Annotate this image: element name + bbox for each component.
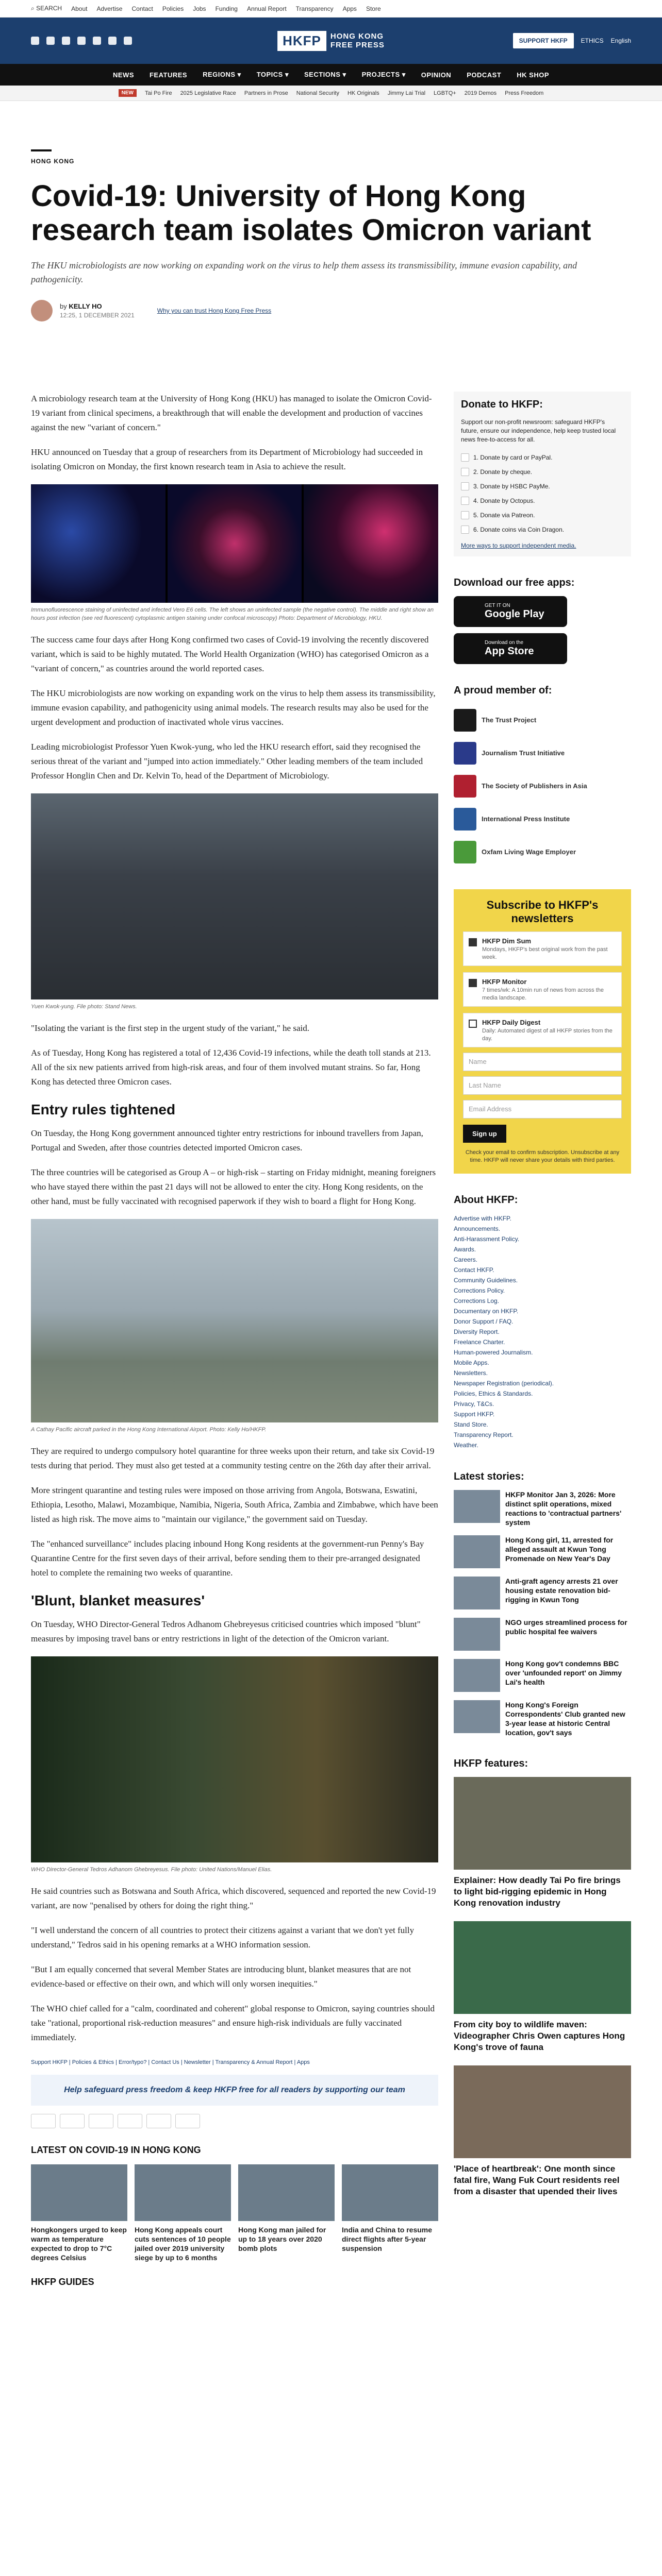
about-link[interactable]: Community Guidelines. (454, 1277, 518, 1284)
payment-icons (31, 2114, 438, 2128)
masthead (0, 18, 662, 64)
logo-text: HONG KONG FREE PRESS (330, 32, 385, 49)
telegram-icon[interactable] (124, 37, 132, 45)
related-item[interactable]: India and China to resume direct flights after 5-year suspension (342, 2164, 438, 2262)
about-link[interactable]: Documentary on HKFP. (454, 1308, 519, 1315)
facebook-icon[interactable] (31, 37, 39, 45)
article-body (31, 392, 438, 2289)
visa-icon (31, 2114, 56, 2128)
nav-item[interactable]: NEWS (112, 71, 134, 79)
paragraph: More stringent quarantine and testing rules were imposed on those arriving from Angola, Botswana, Eswatini, Ethiopia, Lesotho, Malawi, Mozambique, Namibia, Nigeria, South Africa, Zambia and Zimbabwe, which have been listed as high risk. The move aims to "maintain our vigilance," the government said on Tuesday. (31, 1485, 438, 1524)
about-link[interactable]: Contact HKFP. (454, 1266, 494, 1274)
about-links (454, 1213, 631, 1450)
instagram-icon[interactable] (62, 37, 70, 45)
trending-link[interactable]: Tai Po Fire (144, 90, 172, 96)
figure-caption: A Cathay Pacific aircraft parked in the Hong Kong International Airport. Photo: Kelly Ho/HKFP. (31, 1427, 267, 1433)
newsletter-box (454, 889, 631, 1174)
threads-icon[interactable] (77, 37, 86, 45)
publish-date: 12:25, 1 DECEMBER 2021 (60, 312, 135, 319)
nav-item[interactable]: PROJECTS ▾ (361, 71, 406, 78)
latest-thumb (454, 1659, 500, 1692)
nav-item[interactable]: FEATURES (149, 71, 188, 79)
latest-item[interactable]: Hong Kong gov't condemns BBC over 'unfounded report' on Jimmy Lai's health (454, 1659, 631, 1692)
email-input[interactable]: Email Address (463, 1100, 622, 1118)
latest-thumb (454, 1577, 500, 1609)
search-icon: ⌕ (31, 5, 35, 12)
nav-item[interactable]: PODCAST (467, 71, 502, 79)
google-play-button[interactable]: GET IT ON Google Play (454, 596, 567, 627)
signup-button[interactable]: Sign up (463, 1125, 506, 1143)
trending-link[interactable]: Partners in Prose (244, 90, 288, 96)
article-title: Covid-19: University of Hong Kong research team isolates Omicron variant (31, 179, 591, 247)
ipi-icon (454, 808, 476, 831)
language-select[interactable]: English (610, 37, 631, 44)
latest-item[interactable]: Anti-graft agency arrests 21 over housing estate renovation bid-rigging in Kwun Tong (454, 1577, 631, 1609)
related-thumb (342, 2164, 438, 2221)
patreon-icon (461, 511, 469, 519)
donate-option[interactable]: 3. Donate by HSBC PayMe. (461, 479, 624, 494)
nav-item[interactable]: REGIONS ▾ (203, 71, 241, 78)
paragraph: The WHO chief called for a "calm, coordinated and coherent" global response to Omicron, saying countries should take "rational, proportional risk-reduction measures" and ensure high-risk individuals are fully vaccinated immediately. (31, 2004, 435, 2042)
members-title: A proud member of: (454, 685, 552, 696)
latest-item[interactable]: NGO urges streamlined process for public hospital fee waivers (454, 1618, 631, 1651)
figure-airport (31, 1219, 438, 1434)
paragraph: On Tuesday, WHO Director-General Tedros Adhanom Ghebreyesus criticised countries which imposed "blunt" measures by imposing travel bans or entry restrictions in light of the detection of the Omicron variant. (31, 1619, 421, 1643)
related-heading: LATEST ON COVID-19 IN HONG KONG (31, 2145, 201, 2155)
figure-yuen (31, 793, 438, 1011)
related-item[interactable]: Hongkongers urged to keep warm as temperature expected to drop to 7°C degrees Celsius (31, 2164, 127, 2262)
googlepay-icon (175, 2114, 200, 2128)
apps-section (454, 577, 631, 664)
about-link[interactable]: Weather. (454, 1442, 478, 1449)
newsletter-option[interactable]: HKFP Daily Digest Daily: Automated digest of all HKFP stories from the day. (463, 1013, 622, 1047)
coin-icon (461, 526, 469, 534)
feature-image (454, 1777, 631, 1870)
linkedin-icon[interactable] (108, 37, 117, 45)
members-section (454, 685, 631, 869)
utility-link[interactable]: Annual Report (246, 5, 287, 12)
related-thumb (135, 2164, 231, 2221)
figure-tedros (31, 1656, 438, 1874)
nav-item[interactable]: OPINION (421, 71, 452, 79)
latest-title: Latest stories: (454, 1471, 524, 1482)
donate-option[interactable]: 2. Donate by cheque. (461, 465, 624, 479)
utility-link[interactable]: Advertise (96, 5, 123, 12)
about-title: About HKFP: (454, 1194, 518, 1206)
paragraph: They are required to undergo compulsory hotel quarantine for three weeks upon their return, and take six Covid-19 tests during that period. They must also get tested at a community testing centre on the 26th day after their arrival. (31, 1446, 435, 1470)
last-name-input[interactable]: Last Name (463, 1076, 622, 1095)
nav-item[interactable]: SECTIONS ▾ (304, 71, 346, 78)
donate-title: Donate to HKFP: (461, 399, 543, 410)
feature-item[interactable]: From city boy to wildlife maven: Videographer Chris Owen captures Hong Kong's trove of fauna (454, 1921, 631, 2053)
ethics-link[interactable]: ETHICS (581, 37, 604, 44)
logo-mark: HKFP (277, 31, 326, 51)
card-icon (461, 453, 469, 462)
member-logo[interactable]: The Society of Publishers in Asia (454, 770, 631, 803)
newsletter-title: Subscribe to HKFP's newsletters (486, 899, 599, 925)
about-link[interactable]: Advertise with HKFP. (454, 1215, 511, 1222)
paragraph: The three countries will be categorised as Group A – or high-risk – starting on Friday midnight, meaning foreigners who have stayed there within the past 21 days will not be allowed to enter the city. Hong Kong residents, on the other hand, must be fully vaccinated with recognised paperwork if they wish to board a flight for Hong Kong. (31, 1167, 436, 1206)
sopa-icon (454, 775, 476, 798)
author-avatar (31, 300, 53, 321)
applepay-icon (146, 2114, 171, 2128)
about-link[interactable]: Human-powered Journalism. (454, 1349, 533, 1356)
paragraph: The success came four days after Hong Kong confirmed two cases of Covid-19 involving the recently discovered variant, which is said to be highly mutated. The World Health Organization (WHO) has categorised Omicron as a "variant of concern," as countries around the world reported cases. (31, 635, 429, 673)
name-input[interactable]: Name (463, 1053, 622, 1071)
donate-option[interactable]: 1. Donate by card or PayPal. (461, 450, 624, 465)
latest-thumb (454, 1700, 500, 1733)
article-dek: The HKU microbiologists are now working on expanding work on the virus to help them assess its transmissibility, immune evasion capability, and pathogenicity. (31, 260, 577, 284)
trending-link[interactable]: HK Originals (347, 90, 379, 96)
about-link[interactable]: Privacy, T&Cs. (454, 1400, 494, 1408)
paragraph: As of Tuesday, Hong Kong has registered a total of 12,436 Covid-19 infections, while the death toll stands at 213. All of the six new patients arrived from high-risk areas, and four of them involved mutant strains. So far, Hong Kong has detected three Omicron cases. (31, 1048, 431, 1087)
cheque-icon (461, 468, 469, 476)
paragraph: He said countries such as Botswana and South Africa, which discovered, sequenced and reported the new Covid-19 variant, are now "penalised by others for doing the right thing." (31, 1886, 436, 1910)
category-label[interactable]: HONG KONG (31, 158, 75, 165)
figure-caption: Yuen Kwok-yung. File photo: Stand News. (31, 1004, 137, 1010)
about-link[interactable]: Anti-Harassment Policy. (454, 1235, 520, 1243)
trust-link[interactable]: Why you can trust Hong Kong Free Press (157, 307, 272, 314)
paragraph: "I well understand the concern of all countries to protect their citizens against a variant that we don't yet fully understand," Tedros said in his opening remarks at a WHO information session. (31, 1925, 415, 1950)
utility-link[interactable]: Apps (342, 5, 357, 12)
latest-item[interactable]: Hong Kong girl, 11, arrested for alleged assault at Kwun Tong Promenade on New Year's Day (454, 1535, 631, 1568)
app-store-button[interactable]: Download on the App Store (454, 633, 567, 664)
about-section (454, 1194, 631, 1450)
sidebar (454, 392, 631, 2218)
microscopy-image[interactable] (31, 484, 438, 603)
about-link[interactable]: Corrections Policy. (454, 1287, 505, 1294)
member-logo[interactable]: Journalism Trust Initiative (454, 737, 631, 770)
related-item[interactable]: Hong Kong appeals court cuts sentences of 10 people jailed over 2019 university siege by up to 6 months (135, 2164, 231, 2262)
utility-link[interactable]: Store (366, 5, 381, 12)
utility-bar (0, 0, 662, 18)
member-logo[interactable]: The Trust Project (454, 704, 631, 737)
article-footer-links[interactable]: Support HKFP | Policies & Ethics | Error/typo? | Contact Us | Newsletter | Transparency & Annual Report | Apps (31, 2059, 310, 2065)
member-logo[interactable]: Oxfam Living Wage Employer (454, 836, 631, 869)
paragraph: "Isolating the variant is the first step in the urgent study of the variant," he said. (31, 1023, 309, 1033)
about-link[interactable]: Careers. (454, 1256, 478, 1263)
author[interactable]: by KELLY HO (60, 302, 102, 310)
donate-option[interactable]: 4. Donate by Octopus. (461, 494, 624, 508)
utility-link[interactable]: Transparency (295, 5, 334, 12)
tedros-photo[interactable] (31, 1656, 438, 1862)
byline (31, 300, 631, 330)
about-link[interactable]: Awards. (454, 1246, 476, 1253)
latest-thumb (454, 1618, 500, 1651)
figure-caption: Immunofluorescence staining of uninfected and infected Vero E6 cells. The left shows an uninfected sample (the negative control). The middle and right show an hours post infection (see red fluorescent) cytoplasmic antigen staining under confocal microscopy) Photo: Department of Microbiology, HKU. (31, 607, 434, 621)
feature-image (454, 1921, 631, 2014)
related-item[interactable]: Hong Kong man jailed for up to 18 years over 2020 bomb plots (238, 2164, 335, 2262)
latest-item[interactable]: HKFP Monitor Jan 3, 2026: More distinct split operations, mixed reactions to 'contractual partners' system (454, 1490, 631, 1527)
paragraph: HKU announced on Tuesday that a group of researchers from its Department of Microbiology had succeeded in isolating Omicron on Monday, the first known research team in Asia to achieve the result. (31, 447, 423, 471)
about-link[interactable]: Corrections Log. (454, 1297, 500, 1304)
about-link[interactable]: Support HKFP. (454, 1411, 495, 1418)
support-button[interactable]: SUPPORT HKFP (513, 33, 574, 48)
features-title: HKFP features: (454, 1758, 528, 1769)
article-header (31, 149, 631, 330)
checkbox[interactable] (469, 1020, 477, 1028)
main-nav (0, 64, 662, 86)
trending-link[interactable]: National Security (296, 90, 339, 96)
donate-more-link[interactable]: More ways to support independent media. (461, 542, 576, 549)
amex-icon (89, 2114, 113, 2128)
about-link[interactable]: Diversity Report. (454, 1328, 500, 1335)
about-link[interactable]: Policies, Ethics & Standards. (454, 1390, 533, 1397)
latest-thumb (454, 1490, 500, 1523)
newsletter-option[interactable]: HKFP Monitor 7 times/wk: A 10min run of news from across the media landscape. (463, 972, 622, 1007)
trending-link[interactable]: 2019 Demos (464, 90, 497, 96)
airport-photo[interactable] (31, 1219, 438, 1422)
trending-link[interactable]: LGBTQ+ (434, 90, 456, 96)
about-link[interactable]: Donor Support / FAQ. (454, 1318, 514, 1325)
utility-link[interactable]: Jobs (193, 5, 206, 12)
octopus-icon (461, 497, 469, 505)
jti-icon (454, 742, 476, 765)
paragraph: "But I am equally concerned that several Member States are introducing blunt, blanket measures that are not evidence-based or effective on their own, and which will only worsen inequities." (31, 1964, 411, 1989)
related-thumb (238, 2164, 335, 2221)
nav-item[interactable]: HK SHOP (517, 71, 549, 79)
section-heading: 'Blunt, blanket measures' (31, 1592, 205, 1608)
trending-bar (0, 86, 662, 101)
search-link[interactable]: ⌕ SEARCH (31, 5, 62, 12)
about-link[interactable]: Transparency Report. (454, 1431, 514, 1438)
newsletter-option[interactable]: HKFP Dim Sum Mondays, HKFP's best original work from the past week. (463, 931, 622, 966)
section-heading: Entry rules tightened (31, 1101, 176, 1117)
utility-link[interactable]: About (71, 5, 88, 12)
trending-link[interactable]: Jimmy Lai Trial (387, 90, 426, 96)
member-logo[interactable]: International Press Institute (454, 803, 631, 836)
apps-title: Download our free apps: (454, 577, 575, 588)
latest-stories (454, 1471, 631, 1737)
donate-text: Support our non-profit newsroom: safeguard HKFP's future, ensure our independence, help keep trusted local news free-to-access for all. (461, 418, 616, 443)
figure-caption: WHO Director-General Tedros Adhanom Ghebreyesus. File photo: United Nations/Manuel Elias. (31, 1867, 272, 1873)
features-section (454, 1758, 631, 2197)
about-link[interactable]: Mobile Apps. (454, 1359, 489, 1366)
support-cta[interactable]: Help safeguard press freedom & keep HKFP free for all readers by supporting our team (31, 2075, 438, 2106)
social-links (31, 37, 132, 45)
press-photo[interactable] (31, 793, 438, 999)
donate-option[interactable]: 5. Donate via Patreon. (461, 508, 624, 522)
utility-link[interactable]: Contact (131, 5, 153, 12)
figure-microscopy (31, 484, 438, 622)
paragraph: A microbiology research team at the University of Hong Kong (HKU) has managed to isolate the Omicron Covid-19 variant from clinical specimens, a breakthrough that will enable the development and production of vaccines against the new "variant of concern." (31, 394, 432, 432)
checkbox[interactable] (469, 979, 477, 987)
utility-link[interactable]: Policies (162, 5, 184, 12)
about-link[interactable]: Announcements. (454, 1225, 501, 1232)
newsletter-note: Check your email to confirm subscription. Unsubscribe at any time. HKFP will never share your details with third parties. (465, 1149, 620, 1163)
trending-link[interactable]: 2025 Legislative Race (180, 90, 236, 96)
about-link[interactable]: Newsletters. (454, 1369, 488, 1377)
feature-image (454, 2065, 631, 2158)
latest-item[interactable]: Hong Kong's Foreign Correspondents' Club granted new 3-year lease at historic Central location, gov't says (454, 1700, 631, 1737)
feature-item[interactable]: 'Place of heartbreak': One month since fatal fire, Wang Fuk Court residents reel from a disaster that upended their lives (454, 2065, 631, 2197)
paragraph: On Tuesday, the Hong Kong government announced tighter entry restrictions for inbound travellers from Japan, Portugal and Sweden, after those countries detected imported Omicron cases. (31, 1128, 423, 1153)
feature-item[interactable]: Explainer: How deadly Tai Po fire brings to light bid-rigging epidemic in Hong Kong renovation industry (454, 1777, 631, 1909)
payme-icon (461, 482, 469, 490)
masthead-actions (513, 33, 631, 48)
mastercard-icon (60, 2114, 85, 2128)
about-link[interactable]: Freelance Charter. (454, 1338, 505, 1346)
checkbox[interactable] (469, 938, 477, 946)
oxfam-icon (454, 841, 476, 863)
youtube-icon[interactable] (93, 37, 101, 45)
paragraph: The "enhanced surveillance" includes placing inbound Hong Kong residents at the government-run Penny's Bay Quarantine Centre for the first seven days of their arrival, before sending them to their pre-arranged designated hotel to complete the remaining two weeks of quarantine. (31, 1539, 424, 1578)
x-icon[interactable] (46, 37, 55, 45)
divider (31, 149, 52, 151)
paragraph: The HKU microbiologists are now working on expanding work on the virus to help them assess its transmissibility, immune evasion capability, and pathogenicity using animal models. The research results may also be used for the urgent development and production of inactivated whole virus vaccines. (31, 688, 436, 727)
new-badge: NEW (119, 89, 137, 97)
guides-heading: HKFP GUIDES (31, 2277, 94, 2287)
paragraph: Leading microbiologist Professor Yuen Kwok-yung, who led the HKU research effort, said they recognised the serious threat of the variant and "jumped into action immediately." Other leading members of the team included Professor Honglin Chen and Dr. Kelvin To, head of the Department of Microbiology. (31, 742, 423, 781)
related-thumb (31, 2164, 127, 2221)
latest-thumb (454, 1535, 500, 1568)
about-link[interactable]: Newspaper Registration (periodical). (454, 1380, 554, 1387)
related-section (31, 2143, 438, 2289)
donate-option[interactable]: 6. Donate coins via Coin Dragon. (461, 522, 624, 537)
site-logo[interactable] (277, 31, 385, 51)
trending-link[interactable]: Press Freedom (505, 90, 544, 96)
nav-item[interactable]: TOPICS ▾ (256, 71, 289, 78)
about-link[interactable]: Stand Store. (454, 1421, 488, 1428)
paypal-icon (118, 2114, 142, 2128)
utility-link[interactable]: Funding (215, 5, 238, 12)
donate-box (454, 392, 631, 556)
trust-project-icon (454, 709, 476, 732)
